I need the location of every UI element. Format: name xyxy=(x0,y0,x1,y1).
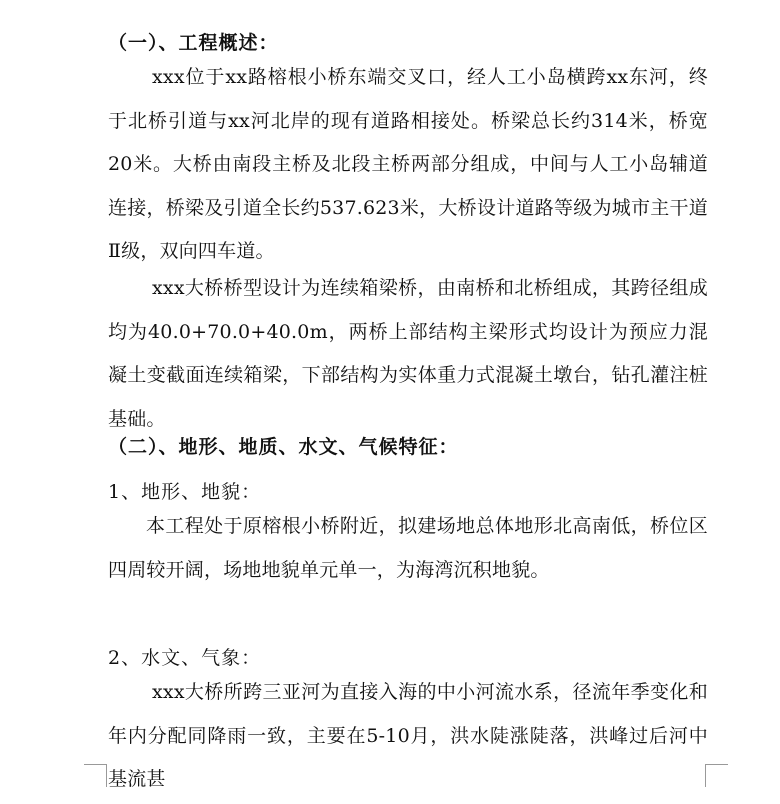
page-corner-mark-right xyxy=(705,764,728,787)
section-2-heading: （二）、地形、地质、水文、气候特征： xyxy=(108,436,459,458)
section-1-paragraph-2: xxx大桥桥型设计为连续箱梁桥，由南桥和北桥组成，其跨径组成均为40.0+70.0+40.0m，两桥上部结构主梁形式均设计为预应力混凝土变截面连续箱梁，下部结构为实体重力式混凝土墩台，钻孔灌注桩基础。 xyxy=(108,277,708,430)
section-1-heading: （一）、工程概述： xyxy=(108,32,279,54)
terrain-subheading: 1、地形、地貌： xyxy=(108,481,262,503)
hydrology-subheading: 2、水文、气象： xyxy=(108,647,262,669)
terrain-paragraph: 本工程处于原榕根小桥附近，拟建场地总体地形北高南低，桥位区四周较开阔，场地地貌单元单一，为海湾沉积地貌。 xyxy=(108,515,708,581)
section-1-paragraph-1: xxx位于xx路榕根小桥东端交叉口，经人工小岛横跨xx东河，终于北桥引道与xx河北岸的现有道路相接处。桥梁总长约314米，桥宽20米。大桥由南段主桥及北段主桥两部分组成，中间与人工小岛辅道连接，桥梁及引道全长约537.623米，大桥设计道路等级为城市主干道Ⅱ级，双向四车道。 xyxy=(108,66,708,262)
page-corner-mark-left xyxy=(84,764,107,787)
hydrology-paragraph: xxx大桥所跨三亚河为直接入海的中小河流水系，径流年季变化和年内分配同降雨一致，主要在5-10月，洪水陡涨陡落，洪峰过后河中基流甚 xyxy=(108,681,708,790)
